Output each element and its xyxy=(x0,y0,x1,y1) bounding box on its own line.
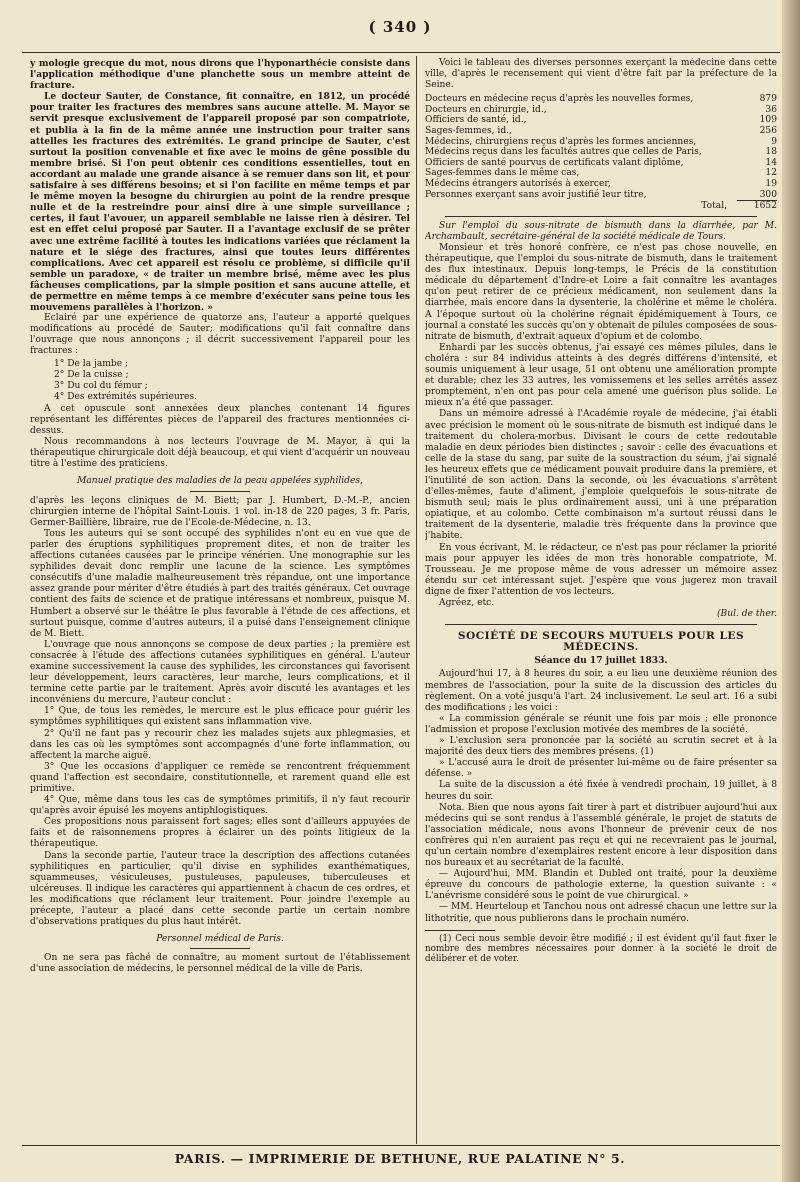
paragraph: On ne sera pas fâché de connaître, au moment surtout de l'établissement d'une association de médecins, le personnel médical de la ville de Paris. xyxy=(30,953,410,975)
paragraph: Agréez, etc. xyxy=(439,598,495,608)
row-label: Docteurs en médecine reçus d'après les nouvelles formes, xyxy=(425,94,694,105)
row-value: 9 xyxy=(771,136,777,147)
row-label: Officiers de santé, id., xyxy=(425,115,527,126)
row-value: 109 xyxy=(759,115,777,126)
table-total-row xyxy=(425,201,777,212)
paragraph: « La commission générale se réunit une fois par mois ; elle prononce l'admission et propose l'exclusion motivée des membres de la société. xyxy=(425,713,777,735)
table-row xyxy=(425,158,777,169)
row-label: Officiers de santé pourvus de certificats valant diplôme, xyxy=(425,157,684,168)
source-citation: (Bul. de ther. xyxy=(716,609,777,620)
section-title: Personnel médical de Paris. xyxy=(156,934,284,945)
total-label: Total, xyxy=(701,201,727,212)
paragraph: 4° Que, même dans tous les cas de symptômes primitifs, il n'y faut recourir qu'après avoir épuisé les moyens antiphlogistiques. xyxy=(30,795,410,817)
list-item: 3° Du col du fémur ; xyxy=(54,380,148,391)
paragraph: La suite de la discussion a été fixée à vendredi prochain, 19 juillet, à 8 heures du soir. xyxy=(425,780,777,802)
fracture-list xyxy=(54,359,410,403)
row-label: Médecins, chirurgiens reçus d'après les formes anciennes, xyxy=(425,136,697,147)
society-heading: SOCIÉTÉ DE SECOURS MUTUELS POUR LES MÉDECINS. xyxy=(457,630,745,654)
left-column xyxy=(30,58,410,1143)
table-row xyxy=(425,94,777,105)
row-value: 19 xyxy=(765,179,777,190)
row-value: 14 xyxy=(765,157,777,168)
row-value: 12 xyxy=(765,168,777,179)
table-row xyxy=(425,105,777,116)
total-value: 1652 xyxy=(737,201,777,212)
paragraph: L'ouvrage que nous annonçons se compose de deux parties ; la première est consacrée à l'étude des affections cutanées syphilitiques en général. L'auteur examine successivement la cause des syphilides, les circonstances qui favorisent leur développement, leurs caractères, leur marche, leurs complications, et il termine cette partie par le traitement. Après avoir discuté les avantages et les inconvéniens du mercure, l'auteur conclut : xyxy=(30,639,410,706)
heading-rule xyxy=(190,491,250,492)
paragraph: A cet opuscule sont annexées deux planches contenant 14 figures représentant les différentes pièces de l'appareil des fractures mentionnées ci-dessus. xyxy=(30,403,410,437)
row-label: Sages-femmes dans le même cas, xyxy=(425,168,580,179)
row-value: 18 xyxy=(765,147,777,158)
column-divider xyxy=(416,56,417,1144)
paragraph: Ces propositions nous paraissent fort sages; elles sont d'ailleurs appuyées de faits et de raisonnemens propres à éclairer un des points litigieux de la thérapeutique. xyxy=(30,817,410,850)
article-divider xyxy=(445,216,757,217)
row-label: Docteurs en chirurgie, id., xyxy=(425,104,547,115)
row-value: 300 xyxy=(759,189,777,200)
paragraph: » L'accusé aura le droit de présenter lui-même ou de faire présenter sa défense. » xyxy=(425,758,777,780)
row-label: Sages-femmes, id., xyxy=(425,126,512,137)
table-row xyxy=(425,147,777,158)
paragraph: 3° Que les occasions d'appliquer ce remède se rencontrent fréquemment quand l'affection est secondaire, constitutionnelle, et rarement quand elle est primitive. xyxy=(30,761,410,794)
paragraph: Voici le tableau des diverses personnes exerçant la médecine dans cette ville, d'après le recensement qui vient d'être fait par la préfecture de la Seine. xyxy=(425,58,777,91)
section-title: Manuel pratique des maladies de la peau appelées syphilides, xyxy=(77,476,363,487)
bottom-rule xyxy=(22,1145,780,1146)
paragraph: Enhardi par les succès obtenus, j'ai essayé ces mêmes pilules, dans le choléra : sur 84 individus atteints à des degrés différens d'intensité, et soumis uniquement à leur usage, 51 ont obtenu une amélioration prompte et durable; chez les 33 autres, les vomissemens et les selles arrêtés assez promptement, n'en ont pas pour cela amené une guérison plus solide. Le mieux n'a été que passager. xyxy=(425,342,777,409)
paragraph: Tous les auteurs qui se sont occupé des syphilides n'ont eu en vue que de parler des éruptions syphilitiques proprement dites, et non de traiter les affections cutanées causées par le principe vénérien. Une monographie sur les syphilides devait donc remplir une lacune de la science. Les symptômes consécutifs d'une maladie malheureusement très répandue, ont une importance assez grande pour mériter d'être étudiés à part des traités généraux. Cet ouvrage contient des faits de science et de pratique intéressans et nombreux, puisque M. Humbert a observé sur le théâtre le plus favorable à l'étude de ces affections, et surtout puisque, comme d'autres auteurs, il a puisé dans l'enseignement clinique de M. Biett. xyxy=(30,528,410,639)
paragraph: — Aujourd'hui, MM. Blandin et Dubled ont traité, pour la deuxième épreuve du concours de pathologie externe, la question suivante : « L'anévrisme considéré sous le point de vue chirurgical. » xyxy=(425,869,777,902)
paragraph: Aujourd'hui 17, à 8 heures du soir, a eu lieu une deuxième réunion des membres de l'association, pour la suite de la discussion des articles du règlement. On a voté jusqu'à l'art. 24 inclusivement. Le seul art. 16 a subi des modifications ; les voici : xyxy=(425,669,777,713)
footnote: (1) Ceci nous semble devoir être modifié ; il est évident qu'il faut fixer le nombre des membres nécessaires pour donner à la société le droit de délibérer et de voter. xyxy=(425,933,777,965)
list-item: 4° Des extrémités supérieures. xyxy=(54,391,197,402)
list-item: 1° De la jambe ; xyxy=(54,358,129,369)
footnote-rule xyxy=(425,930,495,931)
paragraph: Dans un mémoire adressé à l'Académie royale de médecine, j'ai établi avec précision le moment où le sous-nitrate de bismuth est indiqué dans le traitement du cholera-morbus. Divisant le cours de cette redoutable maladie en deux périodes bien distinctes ; savoir : celle des évacuations et celle de la stase du sang, par suite de la soustraction du séum, j'ai signalé les heureux effets que ce médicament pouvait produire dans la première, et l'inutilité de son action. Dans la seconde, où les évacuations s'arrêtent d'elles-mêmes, faute d'aliment, j'emploie quelquefois le sous-nitrate de bismuth seul; mais le plus ordinairement aussi, uni à une préparation opiatique, et au colombo. Cette combinaison m'a surtout réussi dans le traitement de la dysenterie, maladie très fréquente dans la province que j'habite. xyxy=(425,409,777,542)
imprint-line: PARIS. — IMPRIMERIE DE BETHUNE, RUE PALATINE N° 5. xyxy=(174,1151,626,1166)
paragraph: 1° Que, de tous les remèdes, le mercure est le plus efficace pour guérir les symptômes syphilitiques qui existent sans inflammation vive. xyxy=(30,706,410,728)
table-row xyxy=(425,168,777,179)
row-value: 256 xyxy=(759,126,777,137)
heading-rule xyxy=(190,948,250,949)
row-label: Médecins étrangers autorisés à exercer, xyxy=(425,179,611,190)
paragraph: d'après les leçons cliniques de M. Biett; par J. Humbert, D.-M.-P., ancien chirurgien interne de l'hôpital Saint-Louis. 1 vol. in-18 de 220 pages, 3 fr. Paris, Germer-Baillière, libraire, rue de l'Ecole-de-Médecine, n. 13. xyxy=(30,495,410,528)
paragraph: Eclairé par une expérience de quatorze ans, l'auteur a apporté quelques modifications au procédé de Sauter; modifications qu'il fait connaître dans l'ouvrage que nous annonçons ; il décrit successivement l'appareil pour les fractures : xyxy=(30,313,410,357)
list-item: 2° De la cuisse ; xyxy=(54,369,129,380)
table-row xyxy=(425,137,777,148)
right-column xyxy=(425,58,777,1143)
table-row xyxy=(425,179,777,190)
top-rule xyxy=(22,52,780,53)
article-heading: Sur l'emploi du sous-nitrate de bismuth dans la diarrhée, par M. Archambault, secrétaire-général de la société médicale de Tours. xyxy=(425,220,777,242)
binding-edge xyxy=(782,0,800,1182)
table-row xyxy=(425,190,777,201)
paragraph: — MM. Heurteloup et Tanchou nous ont adressé chacun une lettre sur la lithotritie, que nous publierons dans le prochain numéro. xyxy=(425,902,777,924)
paragraph: 2° Qu'il ne faut pas y recourir chez les malades sujets aux phlegmasies, et dans les cas où les symptômes sont accompagnés d'une forte inflammation, ou affectent la marche aiguë. xyxy=(30,728,410,761)
paragraph: Dans la seconde partie, l'auteur trace la description des affections cutanées syphilitiques en particulier, qu'il divise en syphilides exanthématiques, squammeuses, vésiculeuses, pustuleuses, papuleuses, tuberculeuses et ulcéreuses. Il indique les caractères qui appartiennent à chacun de ces ordres, et les modifications que réclament leur traitement. Pour joindre l'exemple au précepte, l'auteur a placé dans cette seconde partie un certain nombre d'observations pratiques du plus haut intérêt. xyxy=(30,850,410,928)
paragraph: Le docteur Sauter, de Constance, fit connaître, en 1812, un procédé pour traiter les fractures des membres sans aucune attelle. M. Mayor se servit presque exclusivement de l'appareil proposé par son compatriote, et publia à la fin de la même année une instruction pour traiter sans attelles les fractures des extrémités. Le grand principe de Sauter, c'est surtout la position convenable et fixe avec le moins de gêne possible du membre brisé. Si l'on peut obtenir ces conditions essentielles, tout en accordant au malade une grande aisance à se remuer dans son lit, et pour satisfaire à ses différens besoins; et si l'on facilite en même temps et par le même moyen la besogne du chirurgien au point de la rendre presque nulle et de la restreindre pour ainsi dire à une simple surveillance ; certes, il faut l'avouer, un appareil semblable ne laisse rien à désirer. Tel est en effet celui proposé par Sauter. Il a l'avantage exclusif de se prêter avec une extrême facilité à toutes les indications variées que réclament la nature et le siége des fractures, ainsi que toutes leurs différentes complications. Avec cet appareil est résolu ce problème, si difficile qu'il semble un paradoxe, « de traiter un membre brisé, même avec les plus fâcheuses complications, par la simple position et sans aucune attelle, et de permettre en même temps à ce membre d'exécuter sans peine tous les mouvemens parallèles à l'horizon. » xyxy=(30,91,410,314)
census-table xyxy=(425,94,777,212)
section-heading xyxy=(30,934,410,949)
paragraph: » L'exclusion sera prononcée par la société au scrutin secret et à la majorité des deux tiers des membres présens. (1) xyxy=(425,736,777,758)
table-row xyxy=(425,126,777,137)
row-label: Personnes exerçant sans avoir justifié leur titre, xyxy=(425,190,647,201)
paragraph: Monsieur et très honoré confrère, ce n'est pas chose nouvelle, en thérapeutique, que l'emploi du sous-nitrate de bismuth, dans le traitement des flux intestinaux. Depuis long-temps, le Précis de la constitution médicale du département d'Indre-et Loire a fait connaître les avantages qu'on peut retirer de ce précieux médicament, non seulement dans la diarrhée, mais encore dans la dysenterie, la cholérine et même le choléra. A l'époque surtout où la cholérine régnait épidémiquement à Tours, ce journal a constaté les succès qu'on y obtenait de pilules composées de sous-nitrate de bismuth, d'extrait aqueux d'opium et de colombo. xyxy=(425,243,777,342)
row-value: 36 xyxy=(765,104,777,115)
paragraph: Nous recommandons à nos lecteurs l'ouvrage de M. Mayor, à qui la thérapeutique chirurgicale doit déjà beaucoup, et qui vient d'acquérir un nouveau titre à l'estime des praticiens. xyxy=(30,437,410,470)
paragraph: y mologie grecque du mot, nous dirons que l'hyponarthécie consiste dans l'application méthodique d'une planchette sous un membre atteint de fracture. xyxy=(30,58,410,92)
table-row xyxy=(425,115,777,126)
session-date: Séance du 17 juillet 1833. xyxy=(534,655,668,667)
article-divider xyxy=(445,624,757,625)
page-number: ( 340 ) xyxy=(368,18,432,36)
row-value: 879 xyxy=(759,94,777,105)
paragraph: Nota. Bien que nous ayons fait tirer à part et distribuer aujourd'hui aux médecins qui se sont rendus à l'assemblé générale, le projet de statuts de l'association médicale, nous avons l'honneur de prévenir ceux de nos confrères qui n'en auraient pas reçu et qui ne recevraient pas le journal, qu'un certain nombre d'exemplaires restent encore à leur disposition dans nos bureaux et au secrétariat de la faculté. xyxy=(425,802,777,869)
paragraph: En vous écrivant, M. le rédacteur, ce n'est pas pour réclamer la priorité mais pour appuyer les idées de mon très honorable compatriote, M. Trousseau. Je me propose même de vous adresser un mémoire assez étendu sur cet intéressant sujet. J'espère que vous jugerez mon travail digne de fixer l'attention de vos lecteurs. xyxy=(425,542,777,597)
row-label: Médecins reçus dans les facultés autres que celles de Paris, xyxy=(425,147,702,158)
section-heading xyxy=(30,476,410,491)
